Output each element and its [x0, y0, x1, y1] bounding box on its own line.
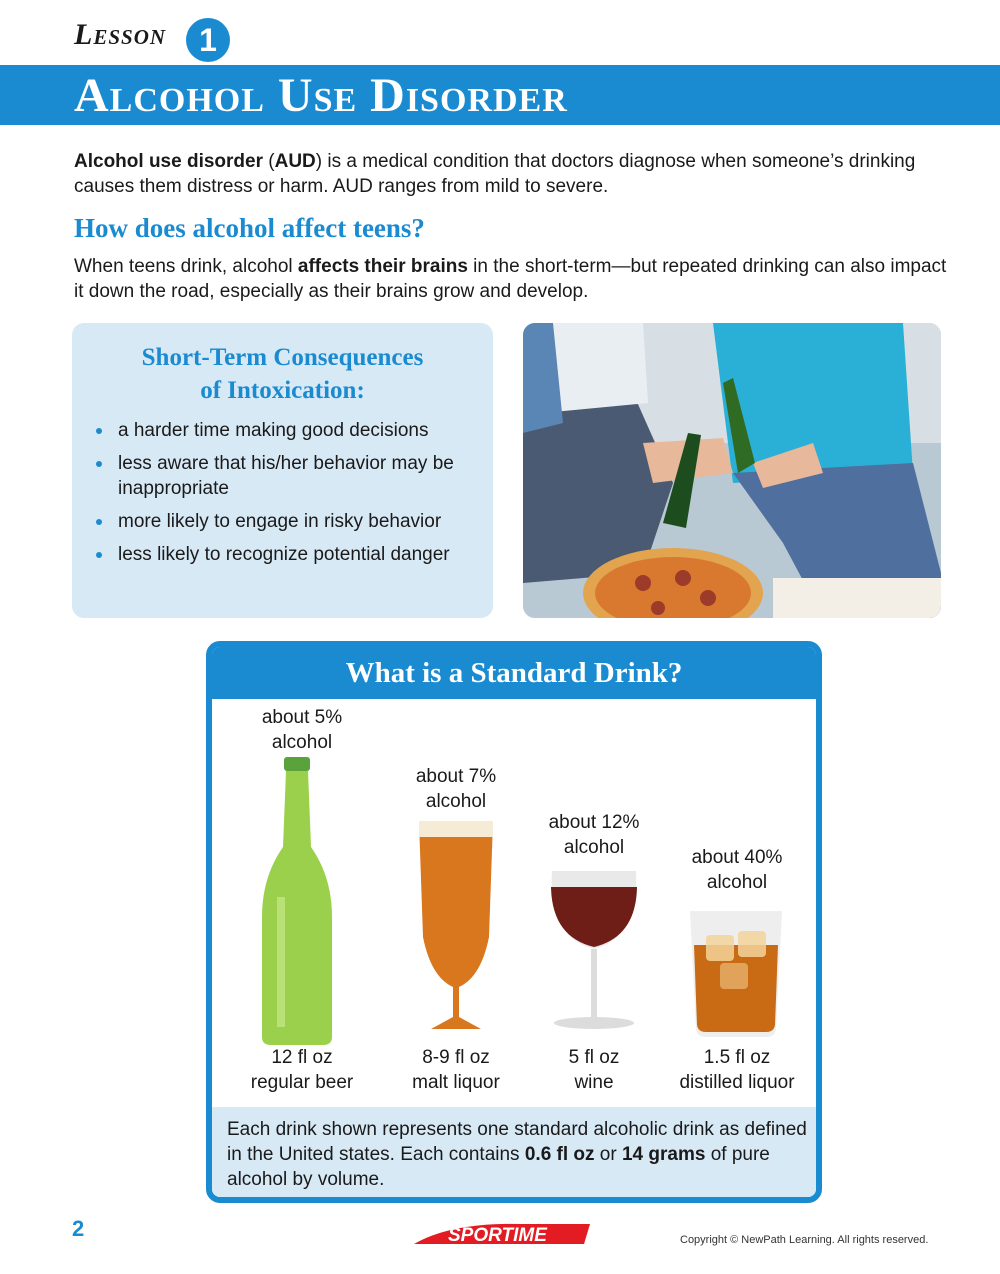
list-item	[96, 451, 486, 501]
sportime-logo	[412, 1220, 592, 1248]
intro-abbr: AUD	[274, 151, 316, 172]
bullet-icon	[96, 552, 102, 558]
note-before: Each drink shown represents one standard alcoholic drink as defined in the United states. Each contains	[227, 1119, 807, 1165]
liquor-percentage-line2: alcohol	[706, 872, 768, 893]
section-text-before: When teens drink, alcohol	[74, 256, 298, 277]
page-number: 2	[72, 1216, 85, 1241]
lesson-number-badge: 1	[186, 18, 230, 62]
wine-percentage-line2: alcohol	[563, 837, 625, 858]
list-item	[96, 418, 486, 443]
note-after: of pure alcohol by volume.	[227, 1144, 770, 1190]
liquor-percentage-line1: about 40%	[691, 847, 783, 868]
malt-liquor-glass-icon	[411, 817, 501, 1037]
standard-drink-box	[206, 641, 822, 1203]
copyright: Copyright © NewPath Learning. All rights reserved.	[680, 1234, 929, 1246]
logo-text: SPORTIME	[448, 1225, 547, 1246]
section-heading: How does alcohol affect teens?	[74, 213, 425, 243]
consequences-panel	[72, 323, 493, 618]
list-item	[96, 509, 486, 534]
malt-liquor-percentage-line2: alcohol	[425, 791, 487, 812]
malt-liquor-description	[376, 1045, 536, 1095]
consequences-list	[96, 418, 486, 575]
consequences-title-line2: of Intoxication:	[200, 377, 365, 404]
consequences-title-line1: Short-Term Consequences	[141, 344, 424, 371]
liquor-name: distilled liquor	[679, 1072, 795, 1093]
intro-term: Alcohol use disorder	[74, 151, 263, 172]
bullet-icon	[96, 428, 102, 434]
teens-toasting-photo	[523, 323, 941, 618]
liquor-amount: 1.5 fl oz	[703, 1047, 771, 1068]
wine-description	[514, 1045, 674, 1095]
bullet-icon	[96, 461, 102, 467]
wine-percentage-line1: about 12%	[548, 812, 640, 833]
list-item-text: a harder time making good decisions	[118, 420, 429, 441]
list-item-text: less aware that his/her behavior may be inappropriate	[118, 453, 454, 499]
beer-percentage-line1: about 5%	[261, 707, 343, 728]
list-item	[96, 542, 486, 567]
beer-percentage-line2: alcohol	[271, 732, 333, 753]
intro-paragraph	[74, 149, 954, 199]
note-mid: or	[594, 1144, 622, 1165]
malt-liquor-percentage-line1: about 7%	[415, 766, 497, 787]
bullet-icon	[96, 519, 102, 525]
wine-amount: 5 fl oz	[568, 1047, 620, 1068]
malt-liquor-percentage	[376, 764, 536, 814]
section-text-after: in the short-term—but repeated drinking can also impact it down the road, especially as their brains grow and develop.	[74, 256, 947, 302]
beer-bottle-icon	[257, 757, 337, 1047]
liquor-glass-icon	[686, 905, 786, 1040]
lesson-label: Lesson	[74, 18, 167, 51]
list-item-text: more likely to engage in risky behavior	[118, 511, 442, 532]
beer-percentage	[222, 705, 382, 755]
liquor-description	[657, 1045, 817, 1095]
note-bold-volume: 0.6 fl oz	[524, 1144, 595, 1165]
note-bold-grams: 14 grams	[621, 1144, 706, 1165]
wine-name: wine	[574, 1072, 614, 1093]
list-item-text: less likely to recognize potential danger	[118, 544, 450, 565]
standard-drink-note	[227, 1117, 807, 1192]
page-title: Alcohol Use Disorder	[74, 69, 568, 122]
liquor-percentage	[657, 845, 817, 895]
intro-abbr-open: (	[262, 151, 275, 172]
beer-name: regular beer	[250, 1072, 354, 1093]
malt-liquor-amount: 8-9 fl oz	[422, 1047, 490, 1068]
beer-amount: 12 fl oz	[271, 1047, 333, 1068]
wine-percentage	[514, 810, 674, 860]
malt-liquor-name: malt liquor	[412, 1072, 500, 1093]
intro-text: ) is a medical condition that doctors diagnose when someone’s drinking causes them distress or harm. AUD ranges from mild to severe.	[74, 151, 916, 197]
wine-glass-icon	[544, 867, 644, 1037]
beer-description	[222, 1045, 382, 1095]
section-bold: affects their brains	[297, 256, 468, 277]
section-paragraph	[74, 254, 954, 304]
standard-drink-footer	[212, 1107, 816, 1203]
standard-drink-title: What is a Standard Drink?	[212, 647, 816, 699]
consequences-title	[72, 341, 493, 407]
